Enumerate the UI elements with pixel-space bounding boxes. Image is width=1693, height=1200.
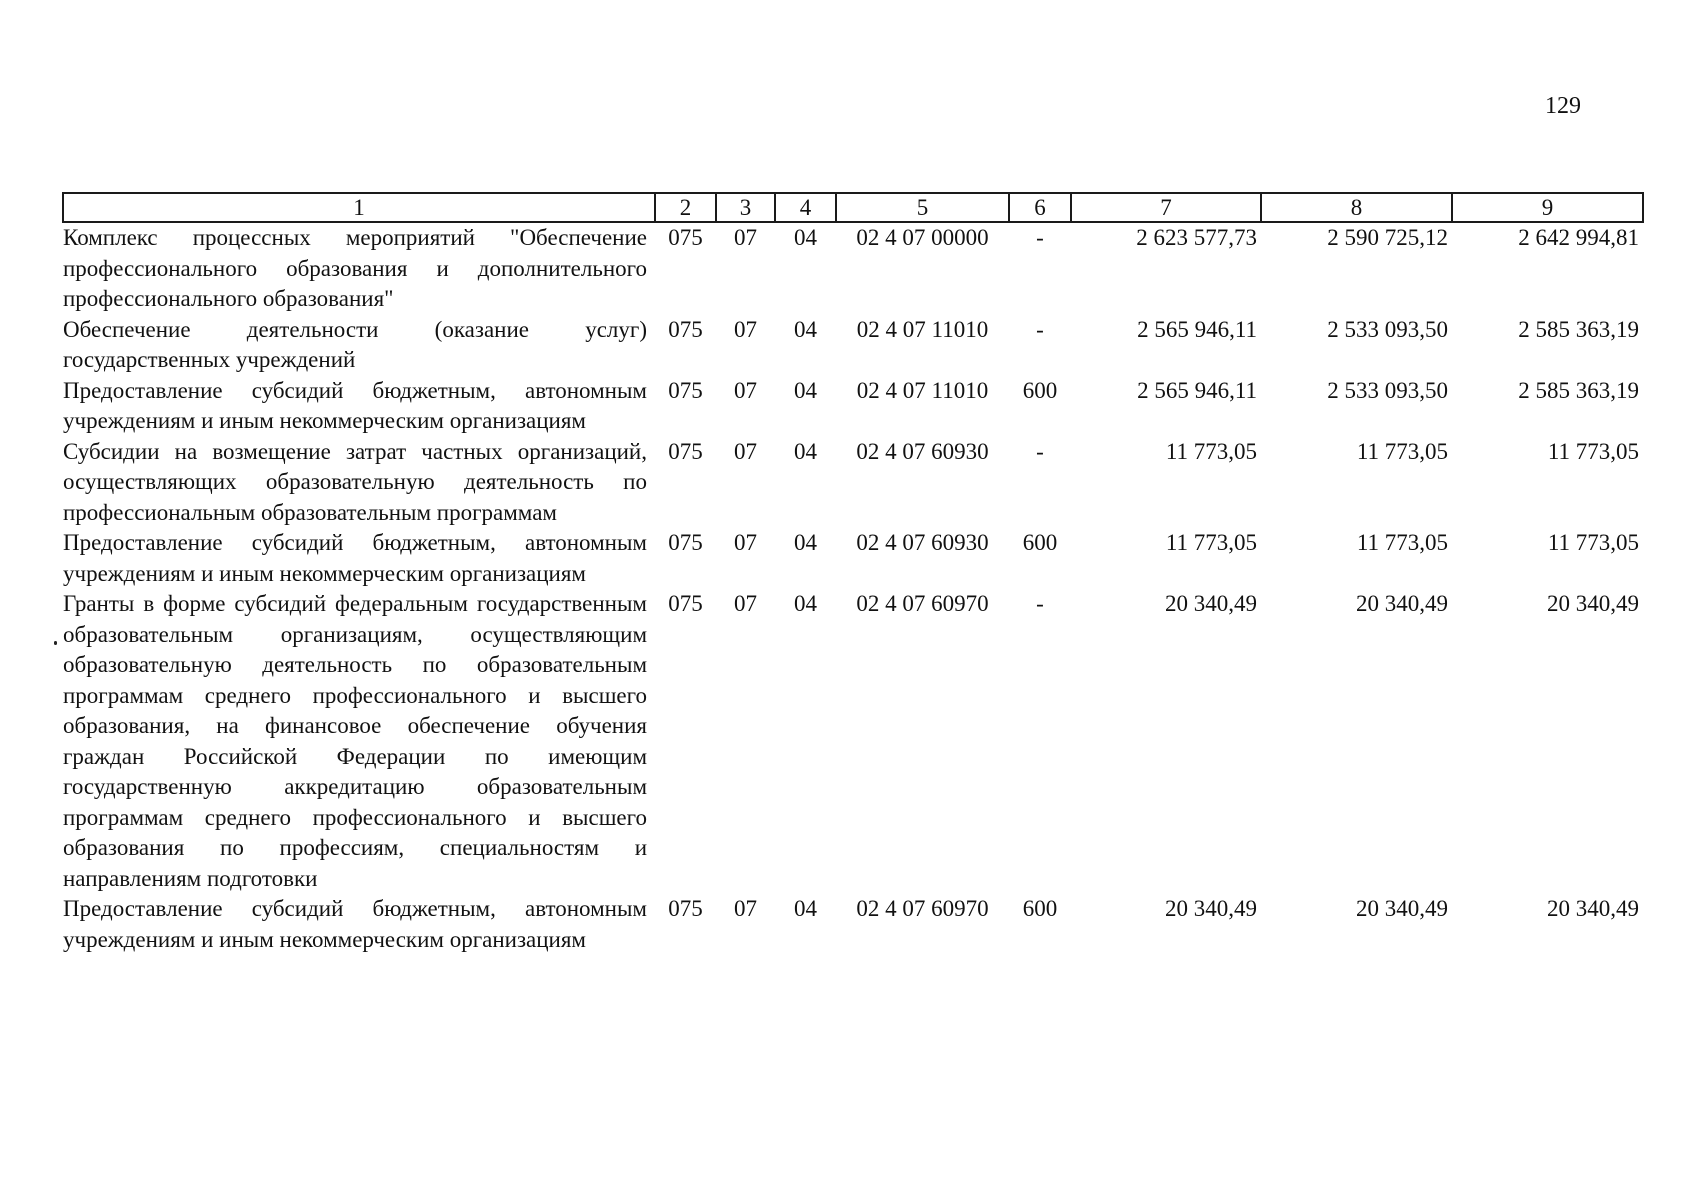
amount-3: 20 340,49 — [1547, 896, 1639, 921]
section-code: 07 — [734, 316, 757, 342]
subsection-code: 04 — [794, 316, 817, 342]
amount-1: 11 773,05 — [1165, 530, 1257, 555]
row-name: Комплекс процессных мероприятий "Обеспечение профессионального образования и дополнительного профессионального образования" — [63, 225, 647, 311]
amount-2: 20 340,49 — [1356, 591, 1448, 616]
row-name: Предоставление субсидий бюджетным, автономным учреждениям и иным некоммерческим организациям — [63, 377, 647, 433]
scan-speck — [54, 641, 57, 645]
table-row — [63, 315, 1643, 376]
subsection-code: 04 — [794, 530, 817, 555]
row-name: Субсидии на возмещение затрат частных организаций, осуществляющих образовательную деятельность по профессиональным образовательным программам — [63, 438, 647, 525]
column-header-8: 8 — [1261, 193, 1452, 222]
amount-3: 11 773,05 — [1547, 530, 1639, 555]
expense-type-code: - — [1036, 438, 1044, 464]
row-name: Предоставление субсидий бюджетным, автономным учреждениям и иным некоммерческим организациям — [63, 896, 647, 952]
target-code: 02 4 07 60970 — [856, 591, 989, 616]
table-row — [63, 376, 1643, 437]
amount-1: 2 565 946,11 — [1137, 377, 1257, 403]
target-code: 02 4 07 11010 — [856, 316, 989, 342]
amount-2: 11 773,05 — [1356, 438, 1448, 464]
target-code: 02 4 07 11010 — [856, 377, 989, 403]
amount-1: 11 773,05 — [1165, 438, 1257, 464]
ministry-code: 075 — [668, 438, 703, 464]
subsection-code: 04 — [794, 225, 817, 250]
column-header-3: 3 — [716, 193, 775, 222]
table-row — [63, 437, 1643, 529]
row-name: Предоставление субсидий бюджетным, автономным учреждениям и иным некоммерческим организациям — [63, 530, 647, 586]
table-row — [63, 528, 1643, 589]
amount-1: 2 623 577,73 — [1136, 225, 1257, 250]
subsection-code: 04 — [794, 438, 817, 464]
ministry-code: 075 — [668, 225, 703, 250]
ministry-code: 075 — [668, 896, 703, 921]
subsection-code: 04 — [794, 591, 817, 616]
budget-table — [62, 192, 1644, 955]
column-header-5: 5 — [836, 193, 1009, 222]
expense-type-code: 600 — [1022, 377, 1058, 403]
expense-type-code: - — [1036, 591, 1044, 616]
column-header-4: 4 — [775, 193, 836, 222]
column-header-2: 2 — [655, 193, 716, 222]
column-header-6: 6 — [1009, 193, 1071, 222]
expense-type-code: 600 — [1022, 530, 1058, 555]
amount-1: 2 565 946,11 — [1137, 316, 1257, 342]
column-header-1: 1 — [63, 193, 655, 222]
column-header-7: 7 — [1071, 193, 1261, 222]
row-name: Обеспечение деятельности (оказание услуг) государственных учреждений — [63, 316, 647, 372]
table-row — [63, 894, 1643, 955]
header-row — [63, 193, 1643, 222]
target-code: 02 4 07 60930 — [856, 530, 989, 555]
target-code: 02 4 07 00000 — [856, 225, 989, 250]
table-header — [63, 193, 1643, 222]
amount-2: 20 340,49 — [1356, 896, 1448, 921]
subsection-code: 04 — [794, 377, 817, 403]
amount-2: 2 533 093,50 — [1327, 377, 1448, 403]
section-code: 07 — [734, 591, 757, 616]
section-code: 07 — [734, 530, 757, 555]
section-code: 07 — [734, 896, 757, 921]
section-code: 07 — [734, 377, 757, 403]
amount-2: 2 533 093,50 — [1327, 316, 1448, 342]
section-code: 07 — [734, 438, 757, 464]
amount-1: 20 340,49 — [1165, 896, 1257, 921]
subsection-code: 04 — [794, 896, 817, 921]
amount-3: 2 642 994,81 — [1518, 225, 1639, 250]
ministry-code: 075 — [668, 377, 703, 403]
column-header-9: 9 — [1452, 193, 1643, 222]
expense-type-code: - — [1036, 225, 1044, 250]
ministry-code: 075 — [668, 316, 703, 342]
amount-2: 11 773,05 — [1356, 530, 1448, 555]
table-row — [63, 589, 1643, 894]
target-code: 02 4 07 60970 — [856, 896, 989, 921]
target-code: 02 4 07 60930 — [856, 438, 989, 464]
row-name: Гранты в форме субсидий федеральным государственным образовательным организациям, осуществляющим образовательную деятельность по образовательным программам среднего профессионального и высшего образования, на финансовое обеспечение обучения граждан Российской Федерации по имеющим государственную аккредитацию образовательным программам среднего профессионального и высшего образования по профессиям, специальностям и направлениям подготовки — [63, 591, 647, 891]
amount-3: 2 585 363,19 — [1518, 377, 1639, 403]
amount-3: 11 773,05 — [1547, 438, 1639, 464]
table-body — [63, 222, 1643, 955]
ministry-code: 075 — [668, 530, 703, 555]
expense-type-code: 600 — [1022, 896, 1058, 921]
section-code: 07 — [734, 225, 757, 250]
table-row — [63, 222, 1643, 315]
ministry-code: 075 — [668, 591, 703, 616]
amount-3: 20 340,49 — [1547, 591, 1639, 616]
amount-1: 20 340,49 — [1165, 591, 1257, 616]
expense-type-code: - — [1036, 316, 1044, 342]
amount-3: 2 585 363,19 — [1518, 316, 1639, 342]
page-number: 129 — [1545, 93, 1581, 119]
amount-2: 2 590 725,12 — [1327, 225, 1448, 250]
